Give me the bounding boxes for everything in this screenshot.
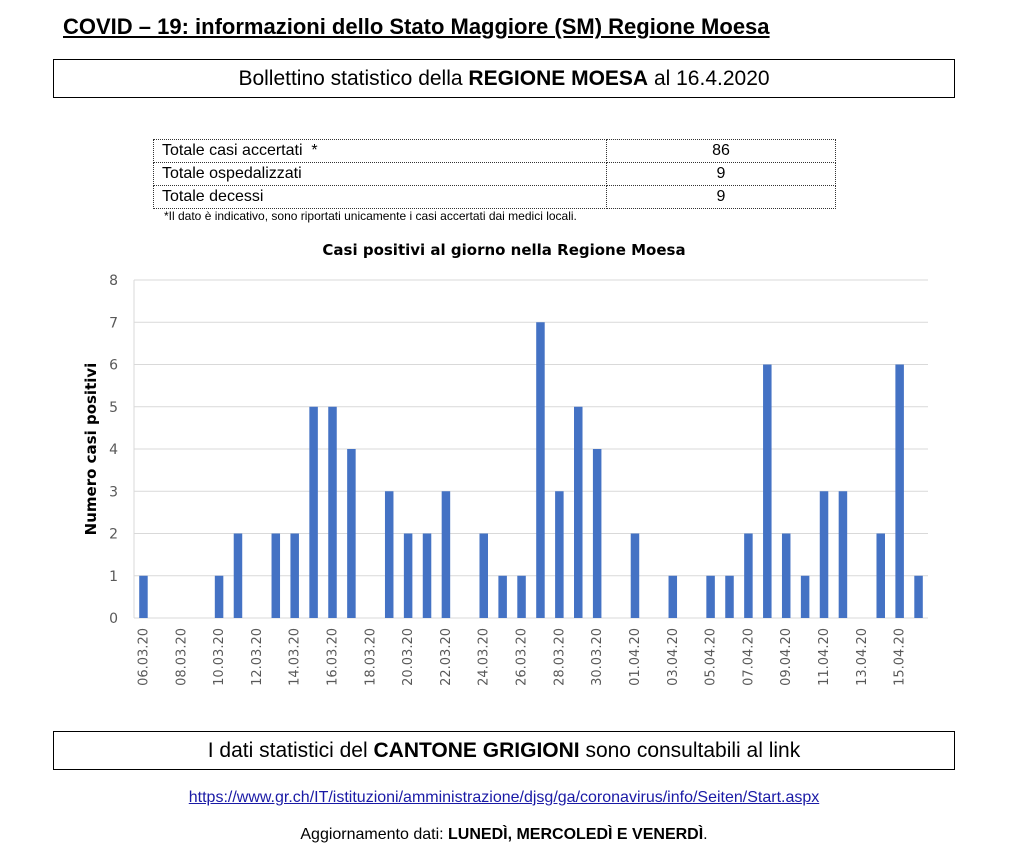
bar [139,576,148,618]
update-suffix: . [703,826,708,843]
stat-value: 9 [607,186,836,209]
y-tick-label: 8 [109,273,118,289]
x-tick-label: 14.03.20 [287,628,303,686]
update-prefix: Aggiornamento dati: [300,826,449,843]
bulletin-box [53,59,955,98]
y-tick-label: 5 [109,399,118,416]
y-tick-label: 0 [109,611,118,627]
x-tick-label: 30.03.20 [590,628,606,686]
x-tick-label: 10.03.20 [212,628,228,686]
y-tick-label: 4 [109,442,118,458]
x-tick-label: 06.03.20 [136,628,152,686]
cantone-suffix: sono consultabili al link [579,738,801,762]
bar [593,449,602,618]
bar [744,534,753,619]
bar [479,534,488,619]
bar [725,576,734,618]
y-tick-label: 1 [109,568,118,585]
bar [914,576,923,618]
x-tick-label: 22.03.20 [438,628,454,686]
bar [782,534,791,619]
stat-label: Totale casi accertati * [154,140,607,163]
page-title: COVID – 19: informazioni dello Stato Maggiore (SM) Regione Moesa [63,14,770,39]
table-row [154,163,836,186]
bar [536,322,545,618]
x-tick-label: 28.03.20 [552,628,568,686]
stat-value: 9 [607,163,836,186]
bar [234,534,243,619]
x-tick-label: 20.03.20 [401,628,417,686]
bar [423,534,432,619]
chart-title: Casi positivi al giorno nella Regione Moesa [322,241,686,259]
bar [555,491,564,618]
bar [801,576,810,618]
table-row [154,186,836,209]
bar [328,407,337,618]
bar [309,407,318,618]
bar [631,534,640,619]
update-days: LUNEDÌ, MERCOLEDÌ E VENERDÌ [448,826,704,843]
bar-chart [0,260,1008,700]
cantone-box [53,731,955,770]
x-tick-label: 24.03.20 [476,628,492,686]
x-tick-label: 07.04.20 [741,628,757,686]
x-tick-label: 16.03.20 [325,628,341,686]
bar [404,534,413,619]
stat-label: Totale ospedalizzati [154,163,607,186]
bar [215,576,224,618]
stats-footnote: *Il dato è indicativo, sono riportati unicamente i casi accertati dai medici locali. [164,209,577,223]
bar [763,365,772,619]
bar [517,576,526,618]
bar [574,407,583,618]
y-axis-title: Numero casi positivi [82,362,100,536]
stat-label: Totale decessi [154,186,607,209]
bar [839,491,848,618]
bulletin-region: REGIONE MOESA [468,66,649,90]
update-note [0,826,1008,844]
x-tick-label: 12.03.20 [249,628,265,686]
x-tick-label: 08.03.20 [174,628,190,686]
x-tick-label: 13.04.20 [854,628,870,686]
bar [498,576,507,618]
y-tick-label: 6 [109,357,118,374]
x-tick-label: 05.04.20 [703,628,719,686]
x-tick-label: 15.04.20 [892,628,908,686]
bar [820,491,829,618]
y-tick-label: 3 [109,484,118,501]
y-tick-label: 2 [109,526,118,543]
info-link[interactable]: https://www.gr.ch/IT/istituzioni/amministrazione/djsg/ga/coronavirus/info/Seiten/Start.aspx [188,789,820,806]
bar [347,449,356,618]
bar [385,491,394,618]
bar [272,534,281,619]
bar [706,576,715,618]
bar [290,534,299,619]
cantone-prefix: I dati statistici del [207,738,374,762]
bulletin-date: al 16.4.2020 [648,66,770,90]
bulletin-prefix: Bollettino statistico della [238,66,469,90]
x-tick-label: 26.03.20 [514,628,530,686]
x-tick-label: 01.04.20 [627,628,643,686]
bar [895,365,904,619]
bar [442,491,451,618]
stats-table [153,139,836,209]
y-tick-label: 7 [109,315,118,332]
x-tick-label: 09.04.20 [779,628,795,686]
x-tick-label: 03.04.20 [665,628,681,686]
x-tick-label: 11.04.20 [817,628,833,686]
x-tick-label: 18.03.20 [363,628,379,686]
bar [669,576,678,618]
cantone-name: CANTONE GRIGIONI [373,738,580,762]
bar [876,534,885,619]
table-row [154,140,836,163]
stat-value: 86 [607,140,836,163]
